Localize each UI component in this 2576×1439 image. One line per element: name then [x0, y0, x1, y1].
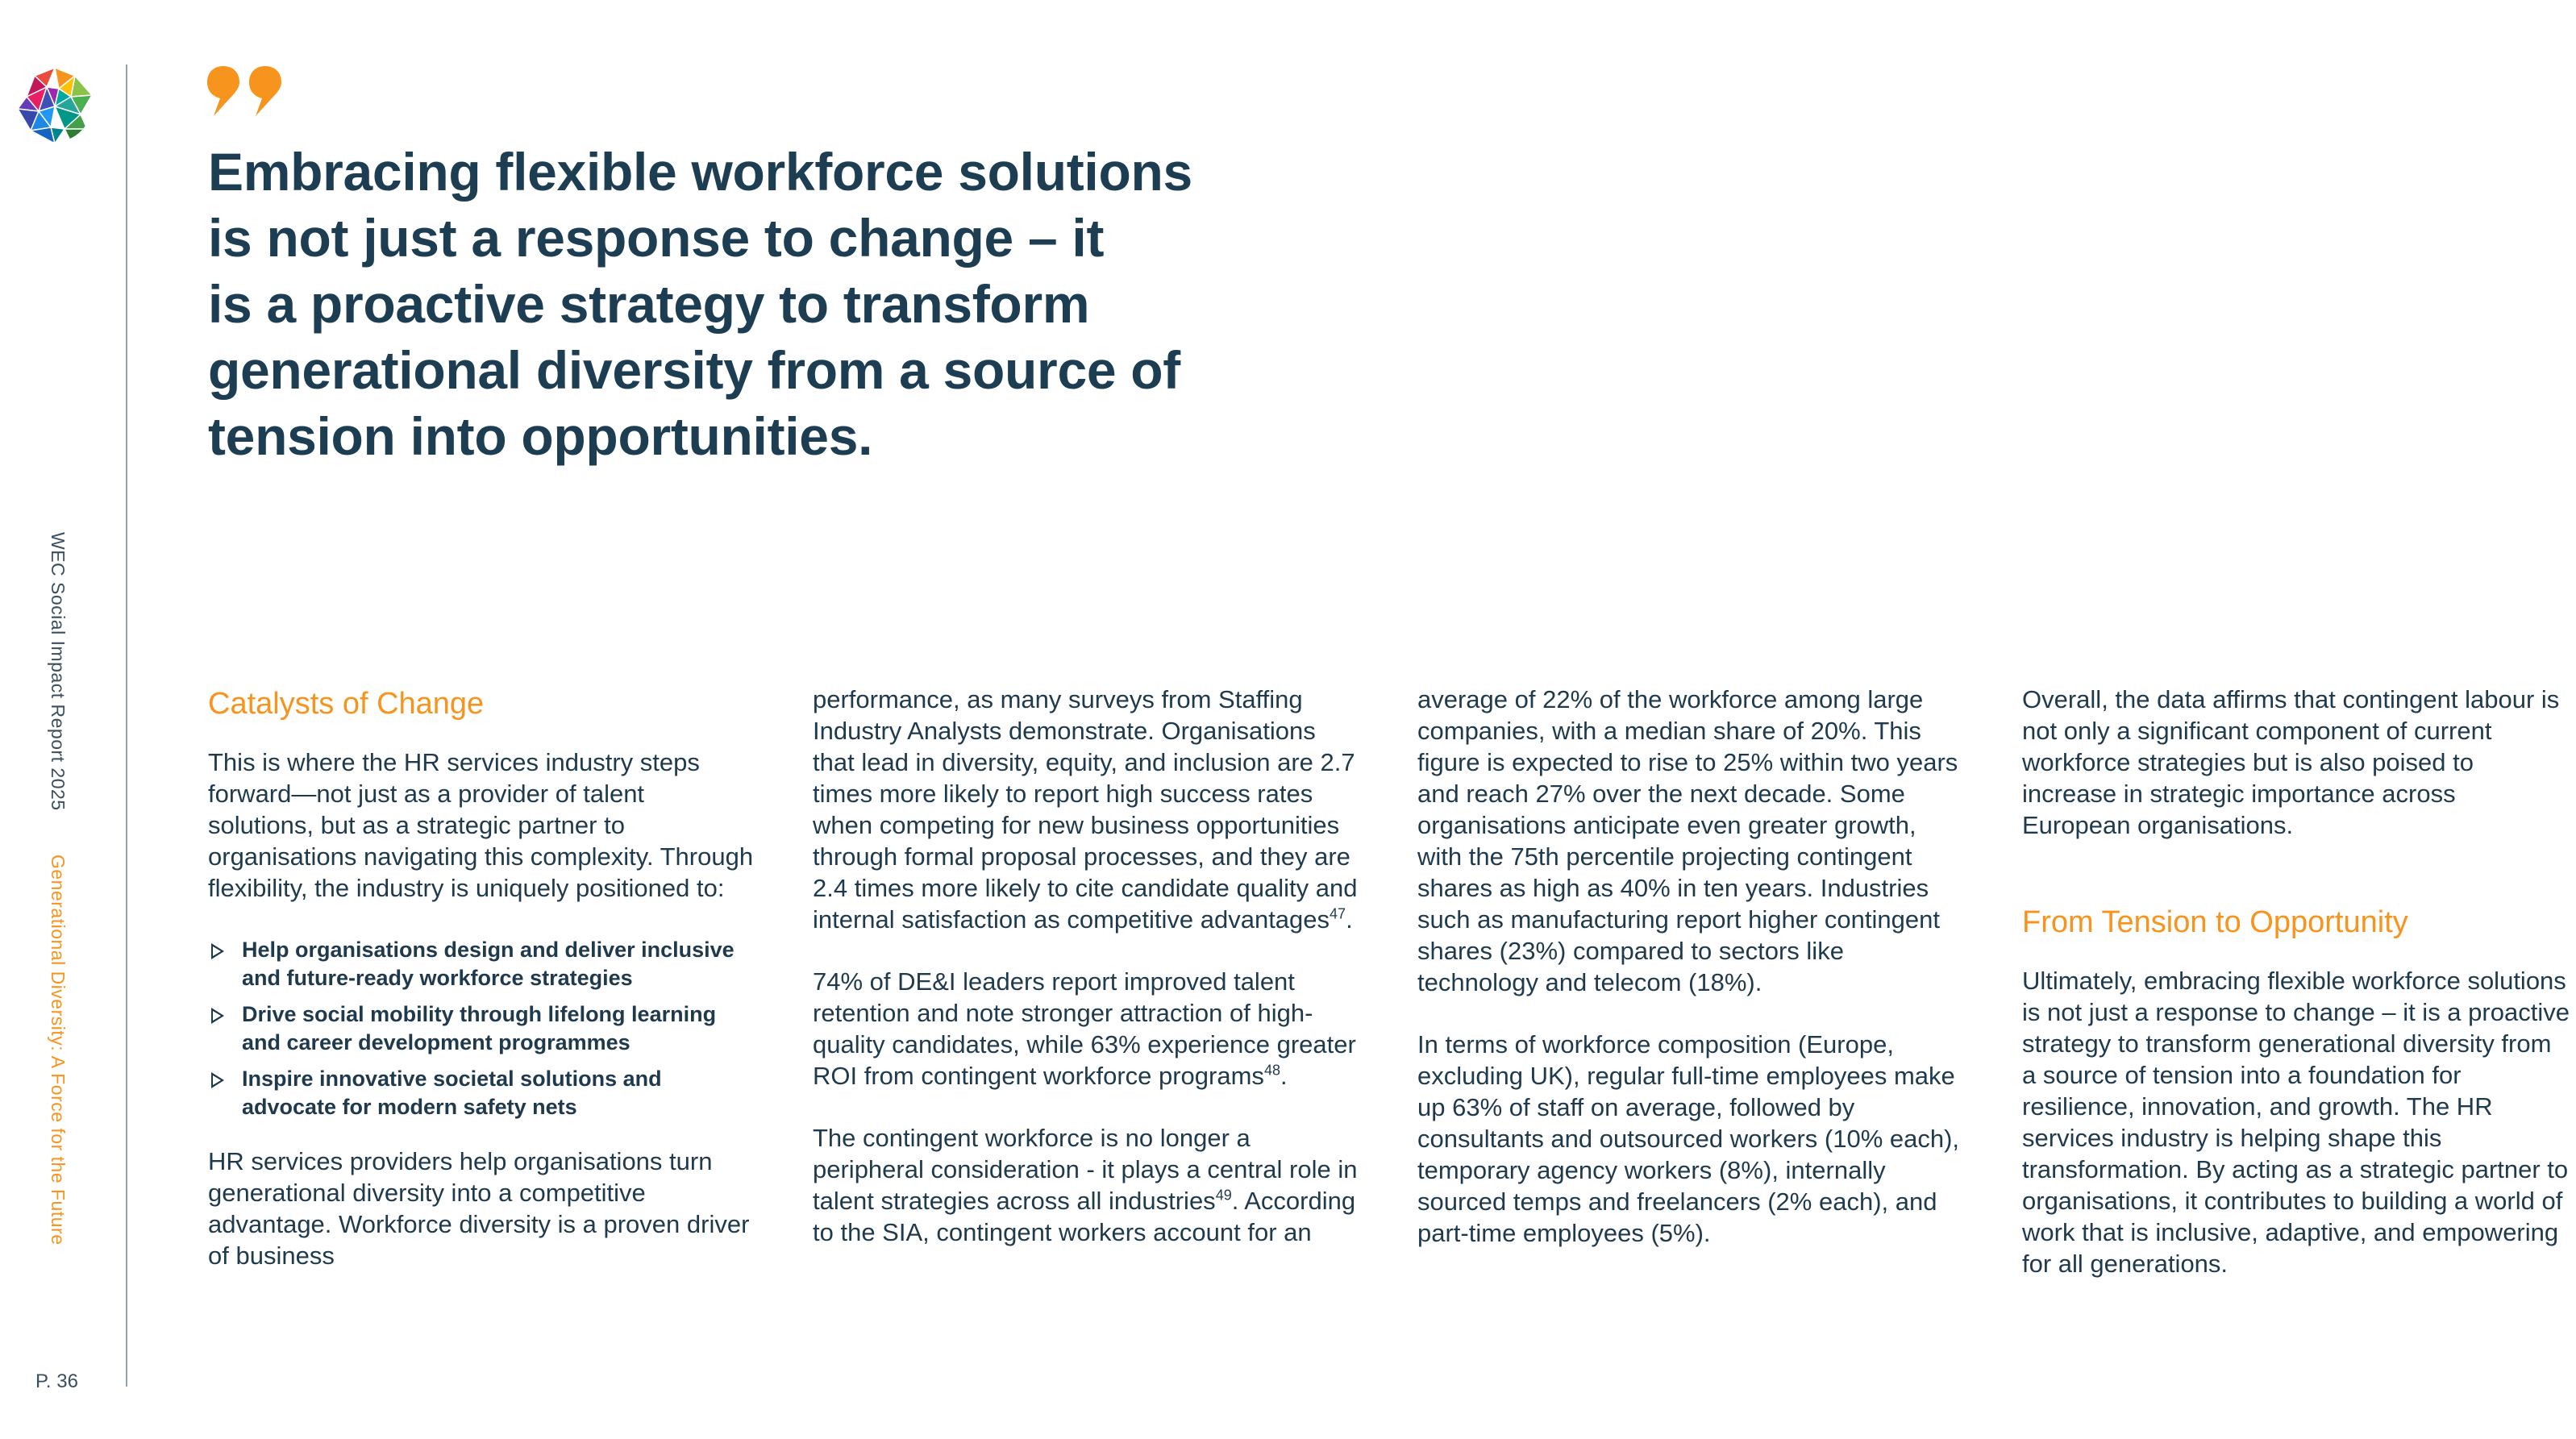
- column-1: [208, 684, 756, 1271]
- col2-paragraph-3-tail: . According to the SIA, contingent workers account for an: [813, 1187, 1356, 1246]
- col4-paragraph-1: Overall, the data affirms that contingent labour is not only a significant component of current workforce strategies but is also poised to increase in strategic importance across European organisations.: [2022, 685, 2560, 839]
- page-number: P. 36: [35, 1370, 78, 1392]
- col2-paragraph-2-text: 74% of DE&I leaders report improved talent retention and note stronger attraction of high-quality candidates, while 63% experience greater ROI from contingent workforce programs: [813, 967, 1356, 1090]
- bullet-text: Inspire innovative societal solutions and advocate for modern safety nets: [242, 1067, 662, 1119]
- pull-quote-line: tension into opportunities.: [208, 406, 873, 466]
- col3-paragraph-2: In terms of workforce composition (Europe, excluding UK), regular full-time employees make up 63% of staff on average, followed by consultants and outsourced workers (10% each), temporary agency workers (8%), internally sourced temps and freelancers (2% each), and part-time employees (5%).: [1417, 1030, 1960, 1247]
- globe-logo-icon: [15, 64, 95, 145]
- triangle-bullet-icon: [211, 1008, 224, 1024]
- footnote-ref: 47: [1330, 905, 1346, 922]
- quote-marks-icon: [206, 64, 286, 118]
- column-4: [2022, 684, 2570, 1279]
- col2-paragraph-1-text: performance, as many surveys from Staffing Industry Analysts demonstrate. Organisations that lead in diversity, equity, and inclusion are 2.7 times more likely to report high success rates when competing for new business opportunities through formal proposal processes, and they are 2.4 times more likely to cite candidate quality and internal satisfaction as competitive advantages: [813, 685, 1358, 934]
- sidebar-divider: [126, 64, 127, 1387]
- section-title: Generational Diversity: A Force for the Future: [48, 855, 69, 1246]
- triangle-bullet-icon: [211, 943, 224, 959]
- bullet-item: [208, 1000, 756, 1057]
- pull-quote-line: Embracing flexible workforce solutions: [208, 142, 1192, 202]
- column-2: [813, 684, 1361, 1248]
- bullet-item: [208, 1065, 756, 1121]
- col2-paragraph-3: [813, 1122, 1361, 1248]
- section-heading-catalysts: Catalysts of Change: [208, 687, 485, 721]
- col3-paragraph-1: average of 22% of the workforce among large companies, with a median share of 20%. This figure is expected to rise to 25% within two years and reach 27% over the next decade. Some organisations anticipate even greater growth, with the 75th percentile projecting contingent shares as high as 40% in ten years. Industries such as manufacturing report higher contingent shares (23%) compared to sectors like technology and telecom (18%).: [1417, 685, 1958, 996]
- section-heading-tension-to-opportunity: From Tension to Opportunity: [2022, 905, 2408, 939]
- col1-outro-paragraph: HR services providers help organisations turn generational diversity into a competitive advantage. Workforce diversity is a proven driver of business: [208, 1147, 750, 1270]
- pull-quote-line: generational diversity from a source of: [208, 340, 1180, 400]
- col2-paragraph-2: 74% of DE&I leaders report improved talent retention and note stronger attraction of high-quality candidates, while 63% experience greater ROI from contingent workforce programs$^{48}$.: [813, 967, 1356, 1090]
- col2-paragraph-3-text: The contingent workforce is no longer a peripheral consideration - it plays a central role in talent strategies across all industries: [813, 1124, 1358, 1215]
- col4-paragraph-2: Ultimately, embracing flexible workforce solutions is not just a response to change – it is a proactive strategy to transform generational diversity from a source of tension into a foundation for resilience, innovation, and growth. The HR services industry is helping shape this transformation. By acting as a strategic partner to organisations, it contributes to building a world of work that is inclusive, adaptive, and empowering for all generations.: [2022, 967, 2570, 1278]
- bullet-list: [208, 936, 756, 1121]
- triangle-bullet-icon: [211, 1072, 224, 1088]
- report-title: WEC Social Impact Report 2025: [48, 532, 69, 811]
- column-3: [1417, 684, 1966, 1249]
- pull-quote: [208, 139, 1337, 469]
- bullet-text: Help organisations design and deliver inclusive and future-ready workforce strategies: [242, 938, 735, 990]
- pull-quote-line: is not just a response to change – it: [208, 208, 1105, 268]
- footnote-ref: 49: [1215, 1187, 1232, 1204]
- bullet-text: Drive social mobility through lifelong learning and career development programmes: [242, 1002, 717, 1054]
- bullet-item: [208, 936, 756, 992]
- col2-paragraph-1: performance, as many surveys from Staffing Industry Analysts demonstrate. Organisations that lead in diversity, equity, and inclusion are 2.7 times more likely to report high success rates when competing for new business opportunities through formal proposal processes, and they are 2.4 times more likely to cite candidate quality and internal satisfaction as competitive advantages$^{47}$.: [813, 685, 1358, 934]
- col1-intro-paragraph: This is where the HR services industry steps forward—not just as a provider of talent solutions, but as a strategic partner to organisations navigating this complexity. Through flexibility, the industry is uniquely positioned to:: [208, 748, 754, 902]
- pull-quote-line: is a proactive strategy to transform: [208, 274, 1090, 334]
- footnote-ref: 48: [1263, 1062, 1280, 1079]
